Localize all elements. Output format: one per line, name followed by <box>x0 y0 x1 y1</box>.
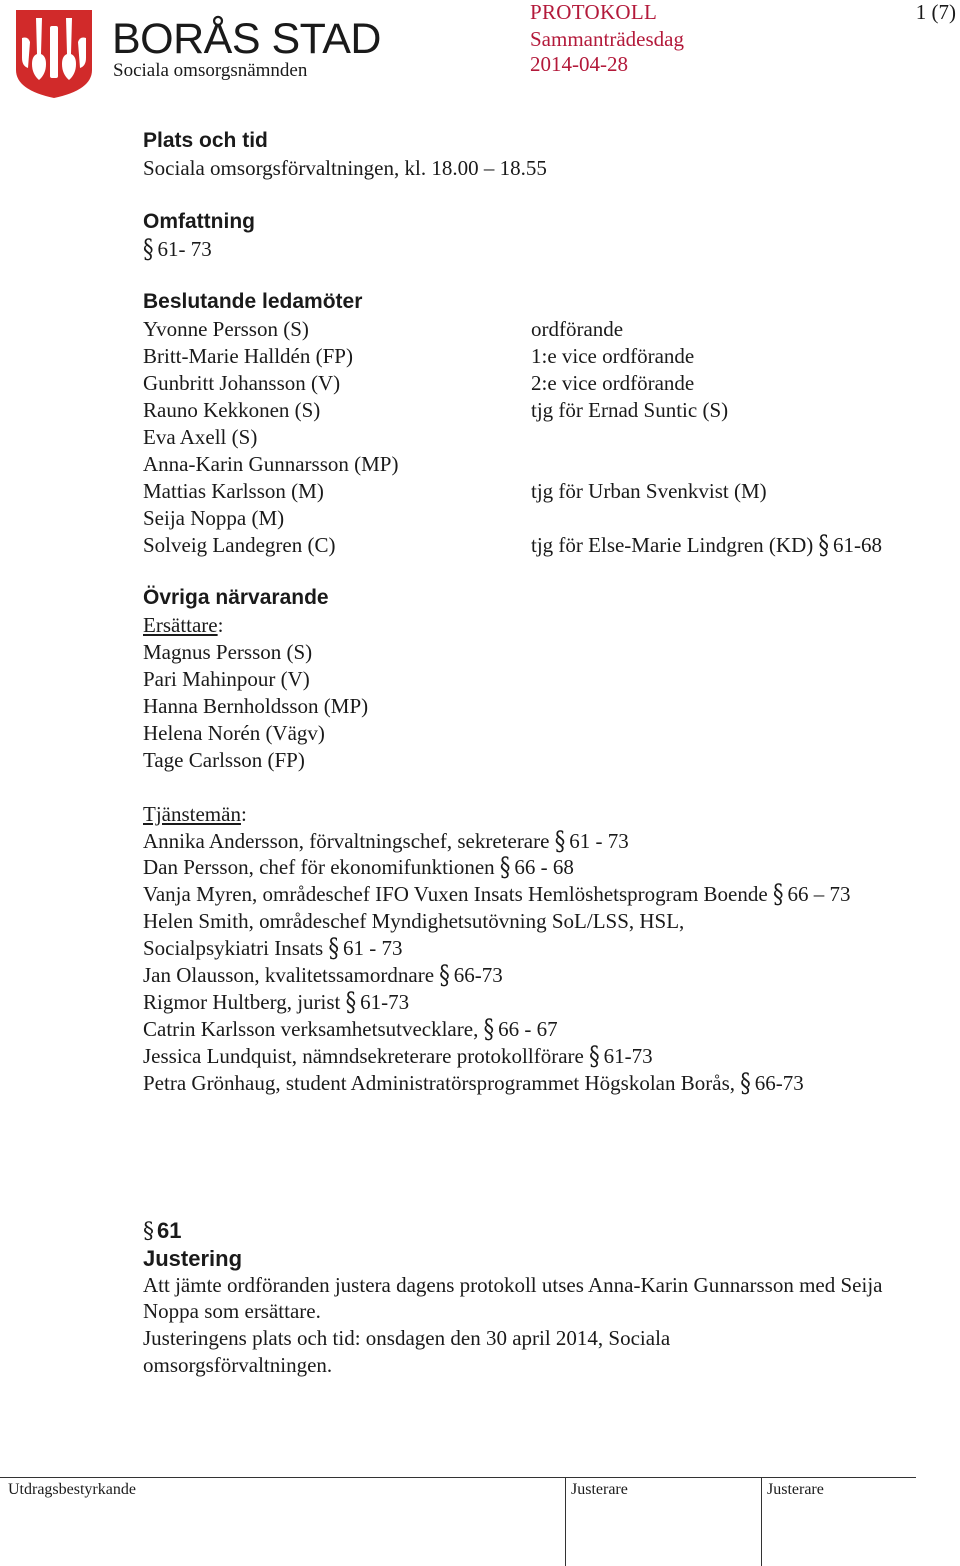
list-item: Anna-Karin Gunnarsson (MP) <box>143 451 399 476</box>
list-item: Catrin Karlsson verksamhetsutvecklare, § 66 - 67 <box>143 1013 558 1044</box>
ledamoter-list <box>143 316 933 558</box>
plats-heading: Plats och tid <box>143 129 268 152</box>
document-type: PROTOKOLL <box>530 0 658 24</box>
omfattning-heading: Omfattning <box>143 209 255 233</box>
footer-divider <box>0 1477 916 1478</box>
list-item: Rigmor Hultberg, jurist § 61-73 <box>143 986 410 1017</box>
list-item: Annika Andersson, förvaltningschef, sekreterare § 61 - 73 <box>143 825 629 856</box>
list-item: Jessica Lundquist, nämndsekreterare protokollförare § 61-73 <box>143 1040 653 1071</box>
boras-stad-logo <box>14 8 94 100</box>
protocol-body <box>143 128 933 1379</box>
list-item: Dan Persson, chef för ekonomifunktionen § 66 - 68 <box>143 852 574 883</box>
list-item: Britt-Marie Halldén (FP) 1:e vice ordförande <box>143 344 695 369</box>
list-item: Helena Norén (Vägv) <box>143 720 325 745</box>
plats-text: Sociala omsorgsförvaltningen, kl. 18.00 – 18.55 <box>143 155 547 180</box>
tjansteman-label: Tjänstemän: <box>143 801 247 826</box>
section-sign: § <box>818 529 829 560</box>
brand-name: BORÅS STAD <box>112 15 381 63</box>
footer-utdragsbestyrkande: Utdragsbestyrkande <box>8 1481 136 1498</box>
list-item: Tage Carlsson (FP) <box>143 747 305 772</box>
paragraph-number: § 61 <box>143 1217 182 1244</box>
paragraph-title: Justering <box>143 1245 243 1271</box>
footer-column-divider <box>761 1477 762 1566</box>
paragraph-text: Att jämte ordföranden justera dagens protokoll utses Anna-Karin Gunnarsson med Seija Noppa som ersättare. <box>143 1272 883 1324</box>
footer-justerare: Justerare <box>571 1481 628 1498</box>
meeting-date: 2014-04-28 <box>530 52 628 76</box>
list-item: Yvonne Persson (S) ordförande <box>143 317 624 342</box>
ledamoter-heading: Beslutande ledamöter <box>143 290 363 314</box>
paragraph-text: Justeringens plats och tid: onsdagen den 30 april 2014, Sociala omsorgsförvaltningen. <box>143 1326 671 1378</box>
list-item: Pari Mahinpour (V) <box>143 667 310 692</box>
ersattare-label: Ersättare: <box>143 613 224 638</box>
list-item: Jan Olausson, kvalitetssamordnare § 66-73 <box>143 959 503 990</box>
meeting-label: Sammanträdesdag <box>530 27 684 51</box>
footer-column-divider <box>565 1477 566 1566</box>
page-number: 1 (7) <box>915 0 956 24</box>
footer-justerare: Justerare <box>767 1481 824 1498</box>
list-item: Gunbritt Johansson (V) 2:e vice ordförande <box>143 371 695 396</box>
list-item: Helen Smith, områdeschef Myndighetsutövning SoL/LSS, HSL, Socialpsykiatri Insats § 61 - 73 <box>143 909 685 964</box>
list-item: Magnus Persson (S) <box>143 640 313 665</box>
omfattning-text: § 61- 73 <box>143 236 933 263</box>
list-item: Eva Axell (S) <box>143 424 258 449</box>
list-item: Solveig Landegren (C) tjg för Else-Marie Lindgren (KD) § 61-68 <box>143 532 933 559</box>
list-item: Seija Noppa (M) <box>143 505 285 530</box>
list-item: Mattias Karlsson (M) tjg för Urban Svenkvist (M) <box>143 478 767 503</box>
section-sign: § <box>143 233 154 264</box>
ovriga-heading: Övriga närvarande <box>143 586 329 610</box>
list-item: Hanna Bernholdsson (MP) <box>143 693 369 718</box>
list-item: Petra Grönhaug, student Administratörsprogrammet Högskolan Borås, § 66-73 <box>143 1067 804 1098</box>
list-item: Rauno Kekkonen (S) tjg för Ernad Suntic (S) <box>143 398 729 423</box>
list-item: Vanja Myren, områdeschef IFO Vuxen Insats Hemlöshetsprogram Boende § 66 – 73 <box>143 879 851 910</box>
brand-subtitle: Sociala omsorgsnämnden <box>113 60 308 81</box>
